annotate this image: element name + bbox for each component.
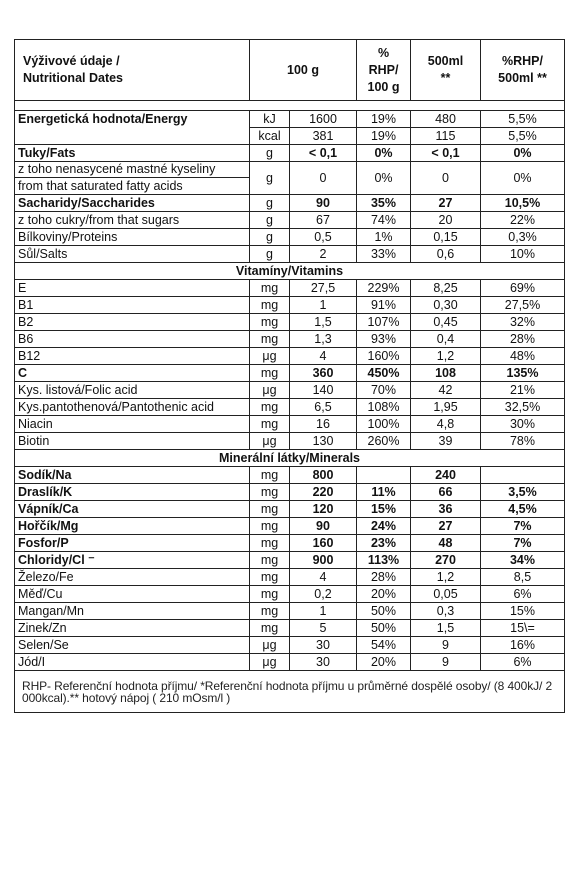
table-row: [15, 586, 565, 603]
value-100g: 1: [290, 297, 357, 314]
table-row: [15, 145, 565, 162]
unit-cell: μg: [250, 637, 290, 654]
energy-rhp100: 19%: [357, 128, 411, 145]
rhp-100g: 70%: [357, 382, 411, 399]
table-row: [15, 535, 565, 552]
table-row: [15, 212, 565, 229]
table-row: [15, 501, 565, 518]
energy-unit: kJ: [250, 111, 290, 128]
energy-rhp100: 19%: [357, 111, 411, 128]
rhp-500ml: 6%: [481, 586, 565, 603]
value-100g: 4: [290, 569, 357, 586]
value-500ml: 48: [411, 535, 481, 552]
value-100g: 6,5: [290, 399, 357, 416]
rhp-100g: 107%: [357, 314, 411, 331]
value-500ml: 36: [411, 501, 481, 518]
unit-cell: mg: [250, 365, 290, 382]
value-100g: 1: [290, 603, 357, 620]
value-100g: 5: [290, 620, 357, 637]
unit-cell: mg: [250, 603, 290, 620]
header-per-500ml-line1: 500ml: [427, 54, 464, 68]
rhp-500ml: 32,5%: [481, 399, 565, 416]
rhp-100g: 11%: [357, 484, 411, 501]
value-500ml: 0,15: [411, 229, 481, 246]
header-nutrient: [15, 40, 250, 101]
rhp-500ml: 21%: [481, 382, 565, 399]
saturated-rhp500: 0%: [481, 162, 565, 195]
nutrient-name: Kys.pantothenová/Pantothenic acid: [15, 399, 250, 416]
rhp-500ml: 10,5%: [481, 195, 565, 212]
spacer-cell: [15, 101, 565, 111]
value-100g: 160: [290, 535, 357, 552]
rhp-100g: 20%: [357, 654, 411, 671]
value-500ml: 1,5: [411, 620, 481, 637]
value-100g: 0,2: [290, 586, 357, 603]
saturated-unit: g: [250, 162, 290, 195]
energy-v500: 480: [411, 111, 481, 128]
table-row: [15, 637, 565, 654]
unit-cell: mg: [250, 399, 290, 416]
value-500ml: 0,3: [411, 603, 481, 620]
header-rhp-100g-line2: RHP/: [368, 62, 399, 77]
header-per-500ml: [411, 40, 481, 101]
value-500ml: 27: [411, 195, 481, 212]
rhp-500ml: 0%: [481, 145, 565, 162]
value-500ml: 1,2: [411, 348, 481, 365]
rhp-100g: 74%: [357, 212, 411, 229]
section-minerals: [15, 450, 565, 467]
table-row: [15, 280, 565, 297]
unit-cell: mg: [250, 297, 290, 314]
nutrient-name: z toho cukry/from that sugars: [15, 212, 250, 229]
rhp-100g: 113%: [357, 552, 411, 569]
table-row: [15, 246, 565, 263]
unit-cell: mg: [250, 569, 290, 586]
table-row: [15, 484, 565, 501]
value-500ml: 27: [411, 518, 481, 535]
header-nutrient-line1: Výživové údaje /: [23, 54, 120, 68]
rhp-500ml: 0,3%: [481, 229, 565, 246]
section-vitamins: [15, 263, 565, 280]
rhp-100g: [357, 467, 411, 484]
nutrient-name-line1: z toho nenasycené mastné kyseliny: [15, 162, 249, 178]
saturated-v500: 0: [411, 162, 481, 195]
value-100g: 140: [290, 382, 357, 399]
value-500ml: 66: [411, 484, 481, 501]
value-100g: 90: [290, 195, 357, 212]
rhp-100g: 93%: [357, 331, 411, 348]
rhp-500ml: 48%: [481, 348, 565, 365]
rhp-500ml: 69%: [481, 280, 565, 297]
value-500ml: 0,45: [411, 314, 481, 331]
rhp-500ml: 22%: [481, 212, 565, 229]
unit-cell: mg: [250, 501, 290, 518]
rhp-100g: 50%: [357, 620, 411, 637]
unit-cell: mg: [250, 535, 290, 552]
table-row: [15, 348, 565, 365]
header-per-100g: 100 g: [250, 40, 357, 101]
table-row: [15, 603, 565, 620]
value-500ml: 108: [411, 365, 481, 382]
value-500ml: 240: [411, 467, 481, 484]
unit-cell: mg: [250, 416, 290, 433]
nutrient-name: B2: [15, 314, 250, 331]
rhp-500ml: 28%: [481, 331, 565, 348]
nutrient-name: Bílkoviny/Proteins: [15, 229, 250, 246]
header-rhp-500ml-line1: %RHP/: [502, 54, 543, 68]
unit-cell: g: [250, 195, 290, 212]
unit-cell: mg: [250, 314, 290, 331]
table-row: [15, 297, 565, 314]
nutrient-name: C: [15, 365, 250, 382]
value-100g: 1,3: [290, 331, 357, 348]
value-500ml: 0,4: [411, 331, 481, 348]
table-row: [15, 314, 565, 331]
table-row: [15, 552, 565, 569]
value-500ml: 1,95: [411, 399, 481, 416]
rhp-100g: 100%: [357, 416, 411, 433]
rhp-100g: 108%: [357, 399, 411, 416]
spacer-row: [15, 101, 565, 111]
energy-rhp500: 5,5%: [481, 128, 565, 145]
nutrient-name: Sodík/Na: [15, 467, 250, 484]
rhp-500ml: 3,5%: [481, 484, 565, 501]
value-100g: 4: [290, 348, 357, 365]
value-100g: 900: [290, 552, 357, 569]
value-500ml: 8,25: [411, 280, 481, 297]
unit-cell: μg: [250, 382, 290, 399]
nutrient-name: Energetická hodnota/Energy: [15, 111, 250, 145]
unit-cell: g: [250, 246, 290, 263]
rhp-100g: 24%: [357, 518, 411, 535]
nutrient-name: Chloridy/Cl ⁻: [15, 552, 250, 569]
rhp-500ml: 7%: [481, 535, 565, 552]
header-rhp-100g: [357, 40, 411, 101]
header-rhp-100g-line1: %: [377, 45, 390, 60]
value-100g: 0,5: [290, 229, 357, 246]
nutrient-name: Biotin: [15, 433, 250, 450]
rhp-500ml: 6%: [481, 654, 565, 671]
rhp-100g: 260%: [357, 433, 411, 450]
rhp-100g: 1%: [357, 229, 411, 246]
nutrient-name: Fosfor/P: [15, 535, 250, 552]
unit-cell: μg: [250, 433, 290, 450]
rhp-100g: 35%: [357, 195, 411, 212]
rhp-100g: 229%: [357, 280, 411, 297]
table-row: [15, 382, 565, 399]
header-rhp-500ml: [481, 40, 565, 101]
header-rhp-100g-line3: 100 g: [367, 79, 400, 94]
rhp-500ml: 16%: [481, 637, 565, 654]
value-100g: 30: [290, 637, 357, 654]
rhp-500ml: 4,5%: [481, 501, 565, 518]
rhp-100g: 20%: [357, 586, 411, 603]
value-500ml: 9: [411, 654, 481, 671]
energy-v100: 1600: [290, 111, 357, 128]
nutrient-name-line2: from that saturated fatty acids: [18, 179, 183, 193]
nutrient-name: Jód/I: [15, 654, 250, 671]
nutrient-name: Kys. listová/Folic acid: [15, 382, 250, 399]
header-row: [15, 40, 565, 101]
rhp-500ml: 135%: [481, 365, 565, 382]
value-100g: 220: [290, 484, 357, 501]
value-100g: 27,5: [290, 280, 357, 297]
nutrient-name: B12: [15, 348, 250, 365]
nutrient-name: Měď/Cu: [15, 586, 250, 603]
table-row: [15, 416, 565, 433]
table-row: [15, 518, 565, 535]
value-100g: 130: [290, 433, 357, 450]
rhp-500ml: 15\=: [481, 620, 565, 637]
value-100g: 16: [290, 416, 357, 433]
nutrient-name: Draslík/K: [15, 484, 250, 501]
nutrient-name: [15, 162, 250, 195]
table-row: [15, 467, 565, 484]
unit-cell: mg: [250, 586, 290, 603]
table-row: [15, 654, 565, 671]
unit-cell: mg: [250, 484, 290, 501]
unit-cell: mg: [250, 467, 290, 484]
nutrient-name: E: [15, 280, 250, 297]
rhp-100g: 33%: [357, 246, 411, 263]
rhp-500ml: 27,5%: [481, 297, 565, 314]
rhp-500ml: 7%: [481, 518, 565, 535]
unit-cell: mg: [250, 518, 290, 535]
footnote: RHP- Referenční hodnota příjmu/ *Referenční hodnota příjmu u průměrné dospělé osoby/ (8 400kJ/ 2 000kcal).** hotový nápoj ( 210 mOsm/l ): [14, 671, 565, 713]
value-500ml: 0,05: [411, 586, 481, 603]
table-row: [15, 162, 565, 195]
value-100g: 30: [290, 654, 357, 671]
rhp-100g: 160%: [357, 348, 411, 365]
value-100g: 67: [290, 212, 357, 229]
rhp-100g: 28%: [357, 569, 411, 586]
energy-rhp500: 5,5%: [481, 111, 565, 128]
rhp-100g: 450%: [357, 365, 411, 382]
nutrient-name: B1: [15, 297, 250, 314]
value-100g: < 0,1: [290, 145, 357, 162]
rhp-100g: 50%: [357, 603, 411, 620]
value-500ml: 39: [411, 433, 481, 450]
rhp-500ml: 32%: [481, 314, 565, 331]
nutrition-table-body: [15, 40, 565, 671]
nutrient-name: Hořčík/Mg: [15, 518, 250, 535]
nutrient-name: Tuky/Fats: [15, 145, 250, 162]
nutrient-name: Železo/Fe: [15, 569, 250, 586]
value-500ml: 20: [411, 212, 481, 229]
nutrient-name: Mangan/Mn: [15, 603, 250, 620]
nutrient-name: Vápník/Ca: [15, 501, 250, 518]
saturated-v100: 0: [290, 162, 357, 195]
header-per-500ml-line2: **: [440, 71, 451, 85]
unit-cell: mg: [250, 552, 290, 569]
table-row: [15, 331, 565, 348]
value-500ml: 4,8: [411, 416, 481, 433]
rhp-500ml: [481, 467, 565, 484]
rhp-100g: 23%: [357, 535, 411, 552]
unit-cell: μg: [250, 348, 290, 365]
section-minerals-title: Minerální látky/Minerals: [15, 450, 565, 467]
unit-cell: g: [250, 229, 290, 246]
table-row: [15, 195, 565, 212]
unit-cell: mg: [250, 620, 290, 637]
value-500ml: 0,6: [411, 246, 481, 263]
nutrient-name: Sacharidy/Saccharides: [15, 195, 250, 212]
unit-cell: mg: [250, 331, 290, 348]
table-row: [15, 229, 565, 246]
energy-v500: 115: [411, 128, 481, 145]
table-row: [15, 569, 565, 586]
rhp-100g: 15%: [357, 501, 411, 518]
value-500ml: 270: [411, 552, 481, 569]
unit-cell: g: [250, 212, 290, 229]
nutrition-table-container: [14, 39, 564, 713]
rhp-500ml: 15%: [481, 603, 565, 620]
value-500ml: 0,30: [411, 297, 481, 314]
value-100g: 2: [290, 246, 357, 263]
value-100g: 360: [290, 365, 357, 382]
nutrient-name: Sůl/Salts: [15, 246, 250, 263]
unit-cell: mg: [250, 280, 290, 297]
rhp-500ml: 34%: [481, 552, 565, 569]
header-rhp-500ml-line2: 500ml **: [498, 71, 547, 85]
value-100g: 1,5: [290, 314, 357, 331]
value-100g: 120: [290, 501, 357, 518]
table-row: [15, 399, 565, 416]
unit-cell: g: [250, 145, 290, 162]
section-vitamins-title: Vitamíny/Vitamins: [15, 263, 565, 280]
nutrient-name: Niacin: [15, 416, 250, 433]
value-500ml: 9: [411, 637, 481, 654]
nutrient-name: Selen/Se: [15, 637, 250, 654]
nutrient-name: Zinek/Zn: [15, 620, 250, 637]
rhp-100g: 0%: [357, 145, 411, 162]
rhp-500ml: 8,5: [481, 569, 565, 586]
rhp-500ml: 78%: [481, 433, 565, 450]
nutrition-table: [14, 39, 565, 671]
value-500ml: < 0,1: [411, 145, 481, 162]
value-100g: 90: [290, 518, 357, 535]
value-500ml: 1,2: [411, 569, 481, 586]
table-row: [15, 111, 565, 128]
rhp-500ml: 30%: [481, 416, 565, 433]
saturated-rhp100: 0%: [357, 162, 411, 195]
header-nutrient-line2: Nutritional Dates: [23, 71, 124, 85]
value-100g: 800: [290, 467, 357, 484]
value-500ml: 42: [411, 382, 481, 399]
rhp-100g: 91%: [357, 297, 411, 314]
energy-v100: 381: [290, 128, 357, 145]
nutrient-name: B6: [15, 331, 250, 348]
energy-unit: kcal: [250, 128, 290, 145]
table-row: [15, 365, 565, 382]
rhp-500ml: 10%: [481, 246, 565, 263]
rhp-100g: 54%: [357, 637, 411, 654]
table-row: [15, 620, 565, 637]
unit-cell: μg: [250, 654, 290, 671]
table-row: [15, 433, 565, 450]
